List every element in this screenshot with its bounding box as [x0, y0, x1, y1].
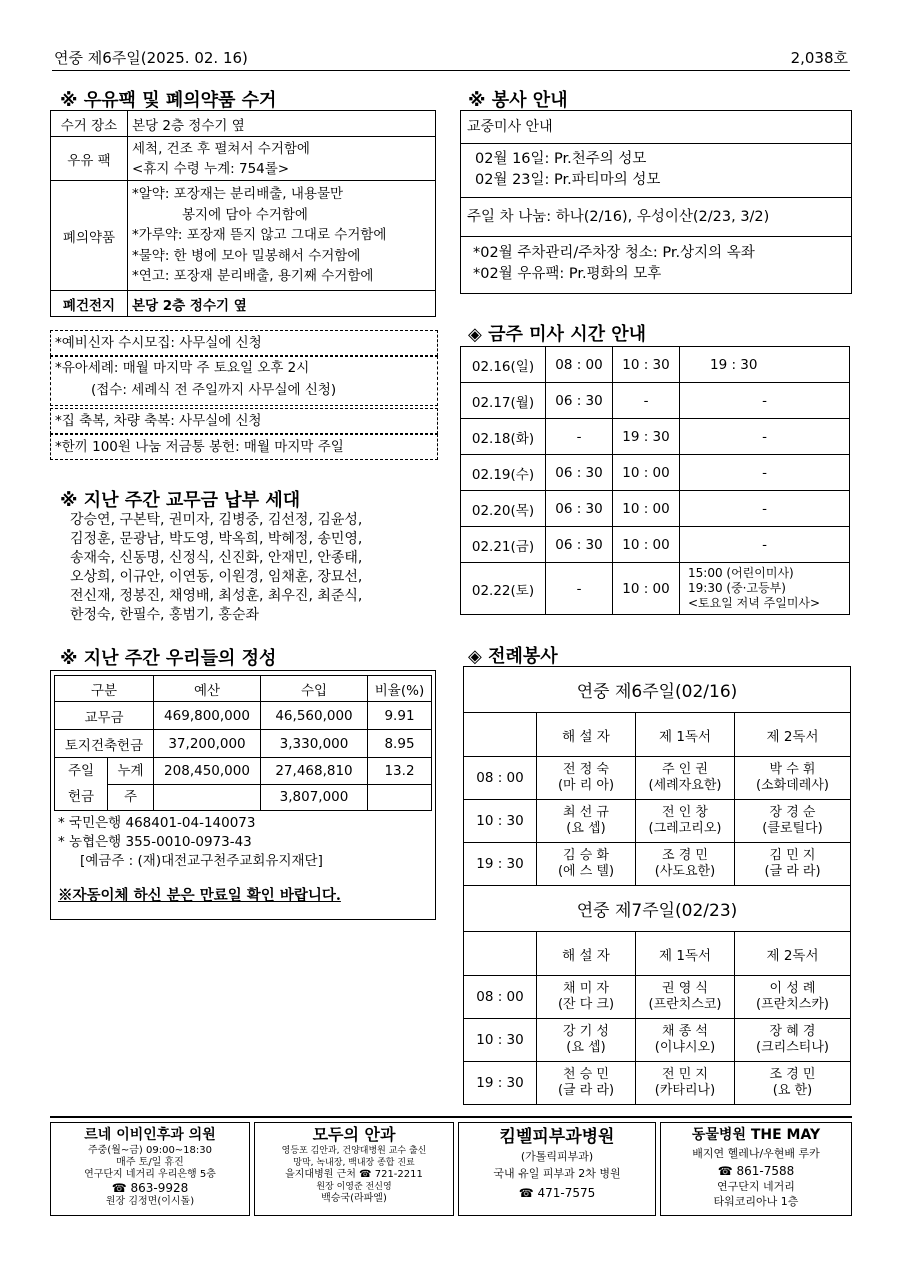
mass-time: - — [680, 491, 850, 527]
minister-baptismal: (글 라 라) — [557, 1083, 615, 1098]
minister-baptismal: (카타리나) — [654, 1083, 716, 1098]
finance-cell: 27,468,810 — [261, 758, 368, 785]
milk-value: <휴지 수령 누계: 754롤> — [132, 160, 290, 177]
finance-header: 수입 — [261, 676, 368, 702]
minister-name: 최 선 규 — [563, 805, 609, 820]
mass-time: 10 : 00 — [613, 527, 680, 563]
ad-title: 동물병원 THE MAY — [691, 1127, 821, 1143]
ad-line: 타워코리아나 1층 — [713, 1195, 799, 1208]
notice-line: (접수: 세례식 전 주일까지 사무실에 신청) — [91, 382, 337, 398]
mass-date: 02.20(목) — [461, 491, 546, 527]
issue-date: 연중 제6주일(2025. 02. 16) — [54, 49, 248, 67]
notice-line: *유아세례: 매월 마지막 주 토요일 오후 2시 — [55, 360, 310, 376]
minister-baptismal: (잔 다 크) — [557, 997, 615, 1012]
mass-time: 06 : 30 — [546, 491, 613, 527]
milk-table — [50, 110, 436, 317]
ad-phone: ☎ 471-7575 — [518, 1186, 596, 1200]
mass-time: 19 : 30 — [680, 347, 850, 383]
medicine-line: *가루약: 포장재 뜯지 않고 그대로 수거함에 — [132, 227, 387, 244]
mass-time: - — [613, 383, 680, 419]
liturgy-role: 제 2독서 — [735, 713, 851, 757]
liturgy-time: 08 : 00 — [464, 757, 537, 800]
liturgy-role: 제 1독서 — [636, 932, 735, 976]
mass-date: 02.18(화) — [461, 419, 546, 455]
liturgy-table — [463, 666, 851, 1105]
mass-time: 10 : 30 — [613, 347, 680, 383]
ad-title: 모두의 안과 — [312, 1125, 396, 1144]
dues-section-title: ※ 지난 주간 교무금 납부 세대 — [60, 490, 301, 511]
dues-line: 김정훈, 문광남, 박도영, 박옥희, 박혜정, 송민영, — [70, 531, 363, 547]
minister-baptismal: (프란치스카) — [756, 997, 829, 1012]
mass-date: 02.21(금) — [461, 527, 546, 563]
finance-cell: 8.95 — [368, 730, 432, 758]
milk-key: 폐건전지 — [51, 291, 128, 317]
minister-name: 장 혜 경 — [769, 1024, 816, 1039]
minister-name: 전 정 숙 — [563, 762, 609, 777]
mass-date: 02.19(수) — [461, 455, 546, 491]
finance-cell: 주 — [123, 789, 138, 805]
mass-time: 10 : 00 — [613, 563, 680, 615]
minister-baptismal: (요 셉) — [566, 1040, 606, 1055]
sunday-label: 헌금 — [67, 789, 95, 805]
mass-time: 06 : 30 — [546, 527, 613, 563]
minister-baptismal: (이냐시오) — [654, 1040, 716, 1055]
finance-cell: 37,200,000 — [154, 730, 261, 758]
ad-line: 국내 유일 피부과 2차 병원 — [493, 1167, 621, 1180]
liturgy-role: 제 1독서 — [636, 713, 735, 757]
car-share: 주일 차 나눔: 하나(2/16), 우성이산(2/23, 3/2) — [461, 198, 851, 237]
bank-line: * 국민은행 468401-04-140073 — [58, 815, 256, 831]
milk-section-title: ※ 우유팩 및 폐의약품 수거 — [60, 90, 277, 111]
finance-cell: 469,800,000 — [154, 702, 261, 730]
minister-name: 전 민 지 — [662, 1067, 708, 1082]
medicine-line: *물약: 한 병에 모아 밀봉해서 수거함에 — [132, 247, 361, 264]
liturgy-role: 제 2독서 — [735, 932, 851, 976]
account-holder: [예금주 : (재)대전교구천주교회유지재단] — [80, 853, 323, 869]
dues-line: 송재숙, 신동명, 신정식, 신진화, 안재민, 안종태, — [70, 550, 363, 566]
finance-table — [54, 675, 432, 811]
masstime-section-title: ◈ 금주 미사 시간 안내 — [468, 324, 647, 345]
mass-service-line: 02월 16일: Pr.천주의 성모 — [475, 151, 647, 167]
ad-phone: ☎ 863-9928 — [111, 1181, 189, 1195]
mass-time: - — [680, 455, 850, 491]
minister-baptismal: (에 스 텔) — [557, 864, 615, 879]
minister-baptismal: (프란치스코) — [648, 997, 722, 1012]
liturgy-time: 10 : 30 — [464, 800, 537, 843]
minister-name: 주 인 권 — [662, 762, 708, 777]
finance-cell: 46,560,000 — [261, 702, 368, 730]
ad-line: 배지연 헬레나/우현배 루카 — [692, 1147, 820, 1160]
mass-time: - — [546, 419, 613, 455]
mass-time: 10 : 00 — [613, 455, 680, 491]
mass-time: 06 : 30 — [546, 455, 613, 491]
minister-name: 장 경 순 — [769, 805, 816, 820]
dues-line: 한정숙, 한필수, 홍범기, 홍순좌 — [70, 607, 259, 623]
minister-baptismal: (글 라 라) — [764, 864, 821, 879]
masstime-table — [460, 346, 850, 615]
minister-name: 채 종 석 — [662, 1024, 708, 1039]
mass-time: - — [680, 419, 850, 455]
notice-savings: *한끼 100원 나눔 저금통 봉헌: 매월 마지막 주일 — [50, 434, 438, 460]
service-extra: *02월 우유팩: Pr.평화의 모후 — [473, 266, 662, 282]
milk-key: 폐의약품 — [51, 181, 128, 291]
finance-section-title: ※ 지난 주간 우리들의 정성 — [60, 648, 277, 669]
milk-value: 본당 2층 정수기 옆 — [128, 111, 436, 137]
mass-time: - — [680, 527, 850, 563]
ad-line: 망막, 녹내장, 백내장 종합 진료 — [293, 1158, 415, 1168]
sunday-label: 주일 — [67, 763, 95, 779]
minister-name: 박 수 휘 — [769, 762, 816, 777]
ad-line: 영등포 김안과, 건양대병원 교수 출신 — [281, 1146, 427, 1156]
ad-line: 연구단지 네거리 우리은행 5층 — [84, 1169, 216, 1180]
finance-cell: 3,807,000 — [261, 784, 368, 811]
finance-cell: 교무금 — [55, 702, 154, 730]
liturgy-week-title: 연중 제6주일(02/16) — [464, 667, 851, 713]
finance-cell — [154, 784, 261, 811]
milk-key: 수거 장소 — [51, 111, 128, 137]
medicine-line: 봉지에 담아 수거함에 — [182, 206, 308, 223]
bank-info — [58, 814, 323, 871]
mass-time: 06 : 30 — [546, 383, 613, 419]
notice-catechumen: *예비신자 수시모집: 사무실에 신청 — [50, 330, 438, 356]
service-box — [460, 110, 852, 294]
saturday-mass: <토요일 저녁 주일미사> — [688, 596, 821, 610]
mass-time: 10 : 00 — [613, 491, 680, 527]
minister-name: 이 성 례 — [769, 981, 816, 996]
ad-line: 주중(월~금) 09:00~18:30 — [87, 1145, 213, 1156]
ad-line: 매주 토/일 휴진 — [116, 1157, 184, 1168]
issue-number: 2,038호 — [790, 49, 848, 67]
milk-value: 본당 2층 정수기 옆 — [128, 291, 436, 317]
notice-baptism — [50, 356, 438, 406]
finance-cell — [368, 784, 432, 811]
ad-line: 연구단지 네거리 — [717, 1180, 795, 1193]
mass-time: - — [680, 383, 850, 419]
finance-cell: 208,450,000 — [154, 758, 261, 785]
mass-date: 02.16(일) — [461, 347, 546, 383]
minister-baptismal: (요 셉) — [566, 821, 606, 836]
minister-baptismal: (그레고리오) — [648, 821, 722, 836]
finance-cell: 9.91 — [368, 702, 432, 730]
minister-name: 김 민 지 — [769, 848, 816, 863]
ad-title: 킴벨피부과병원 — [499, 1127, 615, 1147]
liturgy-week-title: 연중 제7주일(02/23) — [464, 886, 851, 932]
finance-cell: 3,330,000 — [261, 730, 368, 758]
saturday-mass: 19:30 (중·고등부) — [688, 581, 786, 595]
mass-time: 19 : 30 — [613, 419, 680, 455]
liturgy-role: 해 설 자 — [537, 713, 636, 757]
finance-cell: 누계 — [108, 758, 153, 785]
liturgy-time: 10 : 30 — [464, 1019, 537, 1062]
finance-header: 구분 — [55, 676, 154, 702]
minister-baptismal: (요 한) — [772, 1083, 813, 1098]
minister-name: 김 승 화 — [563, 848, 609, 863]
minister-baptismal: (사도요한) — [654, 864, 716, 879]
milk-value: 세척, 건조 후 펼쳐서 수거함에 — [132, 140, 310, 157]
service-extra: *02월 주차관리/주차장 청소: Pr.상지의 옥좌 — [473, 245, 755, 261]
finance-cell: 토지건축헌금 — [55, 730, 154, 758]
ads-divider — [50, 1116, 852, 1118]
mass-time: - — [546, 563, 613, 615]
ad-derma-clinic — [458, 1122, 656, 1216]
saturday-mass: 15:00 (어린이미사) — [688, 566, 794, 580]
ad-line: 원장 이영준 전신영 — [316, 1182, 392, 1192]
medicine-line: *연고: 포장재 분리배출, 용기째 수거함에 — [132, 268, 374, 285]
liturgy-role: 해 설 자 — [537, 932, 636, 976]
finance-header: 비율(%) — [368, 676, 432, 702]
ad-eye-clinic — [254, 1122, 454, 1216]
minister-name: 전 인 창 — [662, 805, 708, 820]
ad-phone: ☎ 861-7588 — [717, 1164, 795, 1178]
dues-list — [70, 511, 362, 625]
minister-name: 채 미 자 — [563, 981, 609, 996]
milk-key: 우유 팩 — [51, 137, 128, 181]
medicine-line: *알약: 포장재는 분리배출, 내용물만 — [132, 186, 344, 203]
auto-transfer-note: ※자동이체 하신 분은 만료일 확인 바랍니다. — [58, 887, 341, 904]
bank-line: * 농협은행 355-0010-0973-43 — [58, 834, 252, 850]
ad-animal-hospital — [660, 1122, 852, 1216]
ad-line: (가톨릭피부과) — [520, 1150, 594, 1163]
dues-line: 오상희, 이규안, 이연동, 이원경, 임채훈, 장묘선, — [70, 569, 363, 585]
mass-service-title: 교중미사 안내 — [461, 111, 851, 144]
minister-name: 조 경 민 — [662, 848, 708, 863]
minister-baptismal: (크리스티나) — [756, 1040, 829, 1055]
liturgy-time: 19 : 30 — [464, 1062, 537, 1105]
ad-line: 원장 김정면(이시돌) — [105, 1196, 195, 1207]
mass-service-line: 02월 23일: Pr.파티마의 성모 — [475, 172, 661, 188]
minister-name: 권 영 식 — [662, 981, 708, 996]
finance-cell: 13.2 — [368, 758, 432, 785]
mass-time: 08 : 00 — [546, 347, 613, 383]
ad-line: 백승국(라파엘) — [321, 1193, 387, 1204]
ad-title: 르네 이비인후과 의원 — [84, 1127, 216, 1143]
ad-phone: 을지대병원 근처 ☎ 721-2211 — [285, 1169, 423, 1180]
finance-header: 예산 — [154, 676, 261, 702]
liturgy-time: 19 : 30 — [464, 843, 537, 886]
mass-date: 02.17(월) — [461, 383, 546, 419]
service-section-title: ※ 봉사 안내 — [468, 90, 568, 111]
minister-name: 천 승 민 — [563, 1067, 609, 1082]
minister-baptismal: (마 리 아) — [557, 778, 615, 793]
mass-date: 02.22(토) — [461, 563, 546, 615]
minister-baptismal: (세례자요한) — [648, 778, 722, 793]
dues-line: 전신재, 정봉진, 채영배, 최성훈, 최우진, 최준식, — [70, 588, 363, 604]
notice-blessing: *집 축복, 차량 축복: 사무실에 신청 — [50, 408, 438, 434]
ad-ent-clinic — [50, 1122, 250, 1216]
minister-name: 조 경 민 — [769, 1067, 816, 1082]
minister-baptismal: (클로틸다) — [762, 821, 823, 836]
page-header — [52, 44, 850, 71]
liturgy-section-title: ◈ 전례봉사 — [468, 646, 558, 667]
minister-name: 강 기 성 — [563, 1024, 609, 1039]
dues-line: 강승연, 구본탁, 권미자, 김병중, 김선정, 김윤성, — [70, 512, 363, 528]
minister-baptismal: (소화데레사) — [756, 778, 829, 793]
liturgy-time: 08 : 00 — [464, 976, 537, 1019]
